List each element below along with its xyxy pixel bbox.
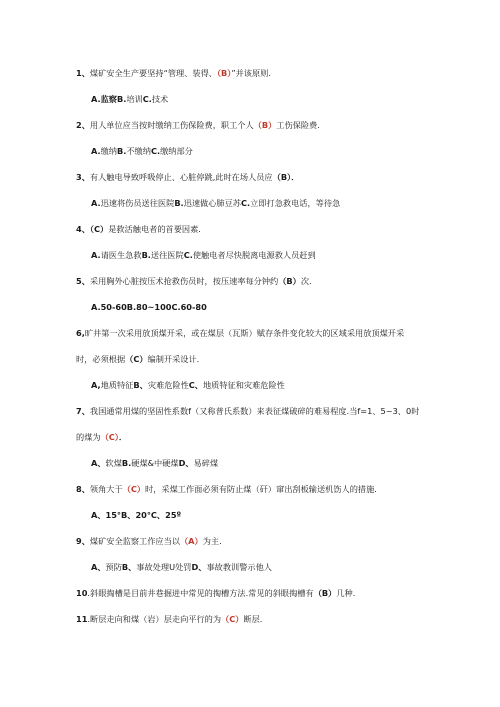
question-text-end: ”并该原则. (231, 68, 271, 78)
option-text: 立即打急救电话，等待急 (250, 198, 341, 208)
answer-mark: （B） (272, 172, 292, 182)
question-3 (76, 172, 299, 183)
question-number: 1、 (76, 68, 90, 78)
answer-mark: （B） (278, 276, 301, 286)
question-text: 时，必须根据 (76, 354, 126, 364)
question-text: 采用胸外心脏按压术抢救伤员时，按压速率每分钟约 (89, 276, 279, 286)
options-9 (91, 562, 272, 573)
question-11 (76, 614, 262, 625)
question-number: 6, (76, 328, 85, 338)
question-1 (76, 68, 271, 79)
option-text: 培训 (126, 94, 143, 104)
question-6 (76, 328, 404, 339)
option-label: C. (142, 94, 152, 104)
option-text: 缴纳部分 (160, 146, 193, 156)
option-text: 事故处理U处罚 (136, 562, 192, 572)
option-label: A, (91, 380, 101, 390)
options-2 (91, 146, 193, 157)
option-label: B. (174, 198, 184, 208)
option-label: C. (150, 146, 161, 156)
answer-mark: （C） (125, 354, 148, 364)
option-text: 地质特征 (100, 380, 134, 390)
question-7-continued (76, 432, 127, 443)
question-8 (76, 484, 377, 495)
question-text-end: 时，采煤工作面必须有防止煤（矸）窜出刮板输送机饬人的措施. (145, 484, 377, 494)
options-3 (91, 198, 340, 209)
question-number: 8、 (76, 484, 90, 494)
options-5 (91, 302, 207, 313)
option-text: 易碎煤 (193, 458, 219, 468)
question-text: .斜眼掏槽是目前井巷掘进中常见的掏槽方法.常见的斜眼掏槽有 (87, 588, 314, 598)
option-text: 灾难危险性 (147, 380, 189, 390)
option-label: C. (241, 198, 251, 208)
option-label: A、 (91, 458, 106, 468)
options-6 (91, 380, 285, 391)
question-number: 7、 (76, 406, 90, 416)
question-text-end: 工伤保险费. (276, 120, 320, 130)
question-9 (76, 536, 222, 547)
question-text-end: ． (118, 432, 128, 442)
option-label: D、 (178, 458, 194, 468)
question-2 (76, 120, 320, 131)
question-text: 我国通常用煤的坚固性系数f（又称普氏系数）来表征煤破碎的难易程度.当f=1、5~3、0时 (89, 406, 420, 416)
option-label: C. (183, 250, 193, 260)
option-text: 地质特征和灾难危险性 (202, 380, 285, 390)
answer-mark: （B） (253, 120, 277, 130)
option-text: 技术 (151, 94, 169, 104)
question-number: 9、 (76, 536, 90, 546)
option-label: D、 (191, 562, 207, 572)
option-label: B、 (121, 562, 137, 572)
answer-mark: （C） (221, 614, 244, 624)
question-text: 煤矿安全生产要坚持“管理、装得、 (89, 68, 217, 78)
option-text: A.50-60B.80~100C.60-80 (91, 302, 207, 312)
question-4 (76, 224, 201, 235)
option-text: 硬煤&中硬煤 (131, 458, 179, 468)
option-text: 缴纳 (100, 146, 117, 156)
question-number: 11 (76, 614, 88, 624)
question-10 (76, 588, 355, 599)
question-text-end: 几种. (336, 588, 356, 598)
option-text: 预防 (105, 562, 122, 572)
question-text: 旷井第一次采用放顶煤开采，或在煤层（瓦斯）赋存条件变化较大的区域采用放顶煤开采 (84, 328, 405, 338)
option-text: 请医生急救 (100, 250, 142, 260)
option-text: 迅速将伤员送往医院 (100, 198, 175, 208)
option-text: 送往医院 (150, 250, 184, 260)
option-text: A、15°B、20°C、25º (91, 510, 182, 520)
question-text-end: 编制开采设计. (147, 354, 200, 364)
option-label: A. (91, 146, 101, 156)
question-text: .断层走向和煤（岩）层走向平行的为 (87, 614, 222, 624)
question-text-end: 是救活触电者的首要因素. (108, 224, 201, 234)
option-label: B. (116, 94, 127, 104)
question-text: 的煤为 (76, 432, 101, 442)
option-label: A、 (91, 562, 106, 572)
option-label: B、 (133, 380, 148, 390)
question-number: 10 (76, 588, 88, 598)
answer-mark: （C） (89, 224, 109, 234)
option-label: B. (121, 458, 132, 468)
option-label: B. (141, 250, 151, 260)
question-7 (76, 406, 419, 417)
answer-mark: （C） (122, 484, 146, 494)
option-label: A.监察 (91, 94, 117, 104)
question-number: 4、 (76, 224, 90, 234)
option-text: 使触电者尽快脱离电源救人员赶到 (192, 250, 316, 260)
option-text: 迅速做心肺豆苏 (183, 198, 241, 208)
options-8 (91, 510, 181, 521)
option-text: 事故教训警示他人 (206, 562, 272, 572)
question-5 (76, 276, 312, 287)
question-text-end: 断层. (243, 614, 263, 624)
question-text: 煤矿安全监察工作应当以 (89, 536, 180, 546)
question-text: 领角大于 (89, 484, 123, 494)
question-text-end: 为主. (202, 536, 222, 546)
question-number: 3、 (76, 172, 90, 182)
option-text: 软煤 (105, 458, 122, 468)
option-label: C、 (188, 380, 203, 390)
question-number: 5、 (76, 276, 90, 286)
question-text: 用人单位应当按时缴纳工伤保险费，职工个人 (89, 120, 254, 130)
option-label: A. (91, 198, 101, 208)
question-6-continued (76, 354, 199, 365)
options-7 (91, 458, 218, 469)
question-number: 2、 (76, 120, 90, 130)
options-4 (91, 250, 316, 261)
question-text-end: ． (291, 172, 300, 182)
options-1 (91, 94, 168, 105)
answer-mark: （B） (313, 588, 337, 598)
answer-mark: （A） (179, 536, 203, 546)
answer-mark: （B） (216, 68, 232, 78)
option-label: B. (117, 146, 127, 156)
question-text: 有人触电导致呼吸停止、心脏停跳,此时在场人员应 (89, 172, 273, 182)
answer-mark: （C） (100, 432, 119, 442)
question-text-end: 次. (300, 276, 312, 286)
option-label: A. (91, 250, 101, 260)
option-text: 不缴纳 (126, 146, 151, 156)
